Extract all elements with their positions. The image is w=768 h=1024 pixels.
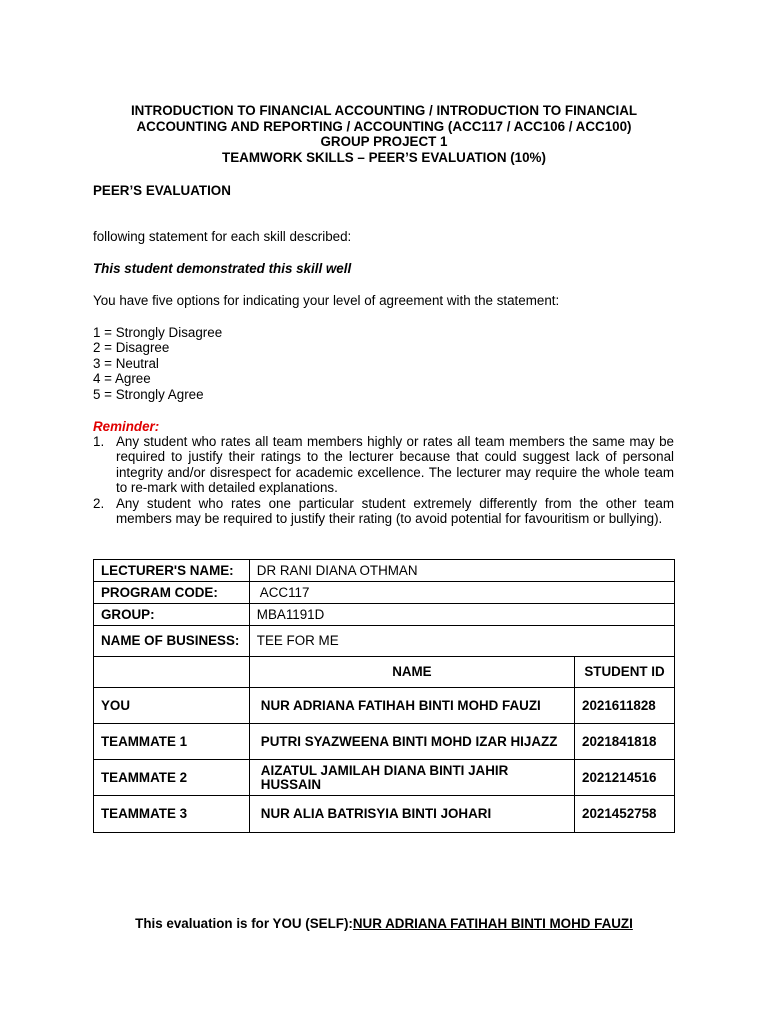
reminder-list: [93, 434, 674, 526]
table-row: [94, 688, 675, 724]
table-row: [94, 760, 675, 796]
evaluation-target-name: NUR ADRIANA FATIHAH BINTI MOHD FAUZI: [352, 916, 633, 931]
reminder-item: [93, 496, 674, 527]
evaluation-target-line: [0, 916, 768, 931]
evaluation-info-table: [93, 559, 675, 833]
member-name: NUR ADRIANA FATIHAH BINTI MOHD FAUZI: [249, 688, 574, 724]
table-row: [94, 582, 675, 604]
header-line-2: ACCOUNTING AND REPORTING / ACCOUNTING (ACC117 / ACC106 / ACC100): [136, 118, 632, 134]
business-name-label: NAME OF BUSINESS:: [94, 626, 250, 657]
lecturer-label: LECTURER'S NAME:: [94, 560, 250, 582]
scale-item: 3 = Neutral: [93, 355, 159, 371]
section-title: PEER’S EVALUATION: [93, 183, 231, 198]
header-line-4: TEAMWORK SKILLS – PEER’S EVALUATION (10%): [222, 149, 546, 165]
statement-text: This student demonstrated this skill well: [93, 261, 352, 276]
member-student-id: 2021452758: [575, 796, 675, 833]
reminder-item-text: Any student who rates all team members highly or rates all team members the same may be required to justify their ratings to the lecturer because that could suggest lack of personal integrity and/or disrespect for academic excellence. The lecturer may require the whole team to re-mark with detailed explanations.: [116, 434, 674, 496]
student-id-column-header: STUDENT ID: [575, 657, 675, 688]
group-value: MBA1191D: [249, 604, 674, 626]
intro-text: following statement for each skill described:: [93, 229, 352, 244]
member-student-id: 2021611828: [575, 688, 675, 724]
member-role: TEAMMATE 2: [94, 760, 250, 796]
reminder-item-number: 1.: [93, 434, 105, 449]
header-line-1: INTRODUCTION TO FINANCIAL ACCOUNTING / INTRODUCTION TO FINANCIAL: [130, 103, 638, 118]
reminder-title: Reminder:: [93, 419, 160, 434]
scale-item: 1 = Strongly Disagree: [93, 325, 223, 340]
table-row: [94, 604, 675, 626]
header-line-3: GROUP PROJECT 1: [320, 134, 448, 150]
table-row: [94, 626, 675, 657]
table-row: [94, 796, 675, 833]
group-label: GROUP:: [94, 604, 250, 626]
member-role: TEAMMATE 1: [94, 724, 250, 760]
member-name: PUTRI SYAZWEENA BINTI MOHD IZAR HIJAZZ: [249, 724, 574, 760]
reminder-item-number: 2.: [93, 495, 105, 511]
blank-header-cell: [94, 657, 250, 688]
table-row: [94, 560, 675, 582]
table-header-row: [94, 657, 675, 688]
member-student-id: 2021841818: [575, 724, 675, 760]
scale-item: 4 = Agree: [93, 371, 151, 387]
member-role: TEAMMATE 3: [94, 796, 250, 833]
options-intro-text: You have five options for indicating your level of agreement with the statement:: [93, 293, 560, 308]
member-name: NUR ALIA BATRISYIA BINTI JOHARI: [249, 796, 574, 833]
program-code-label: PROGRAM CODE:: [94, 582, 250, 604]
reminder-item-text: Any student who rates one particular student extremely differently from the other team members may be required to justify their rating (to avoid potential for favouritism or bullying).: [116, 495, 674, 527]
scale-item: 2 = Disagree: [93, 340, 170, 356]
member-student-id: 2021214516: [575, 760, 675, 796]
lecturer-value: DR RANI DIANA OTHMAN: [249, 560, 674, 582]
document-header: [0, 103, 768, 165]
scale-item: 5 = Strongly Agree: [93, 386, 204, 402]
member-role: YOU: [94, 688, 250, 724]
name-column-header: NAME: [249, 657, 574, 688]
evaluation-target-prefix: This evaluation is for YOU (SELF):: [135, 916, 353, 931]
table-row: [94, 724, 675, 760]
business-name-value: TEE FOR ME: [249, 626, 674, 657]
program-code-value: ACC117: [249, 582, 674, 604]
rating-scale-list: [93, 325, 222, 402]
member-name: AIZATUL JAMILAH DIANA BINTI JAHIR HUSSAIN: [249, 760, 574, 796]
reminder-item: [93, 434, 674, 496]
